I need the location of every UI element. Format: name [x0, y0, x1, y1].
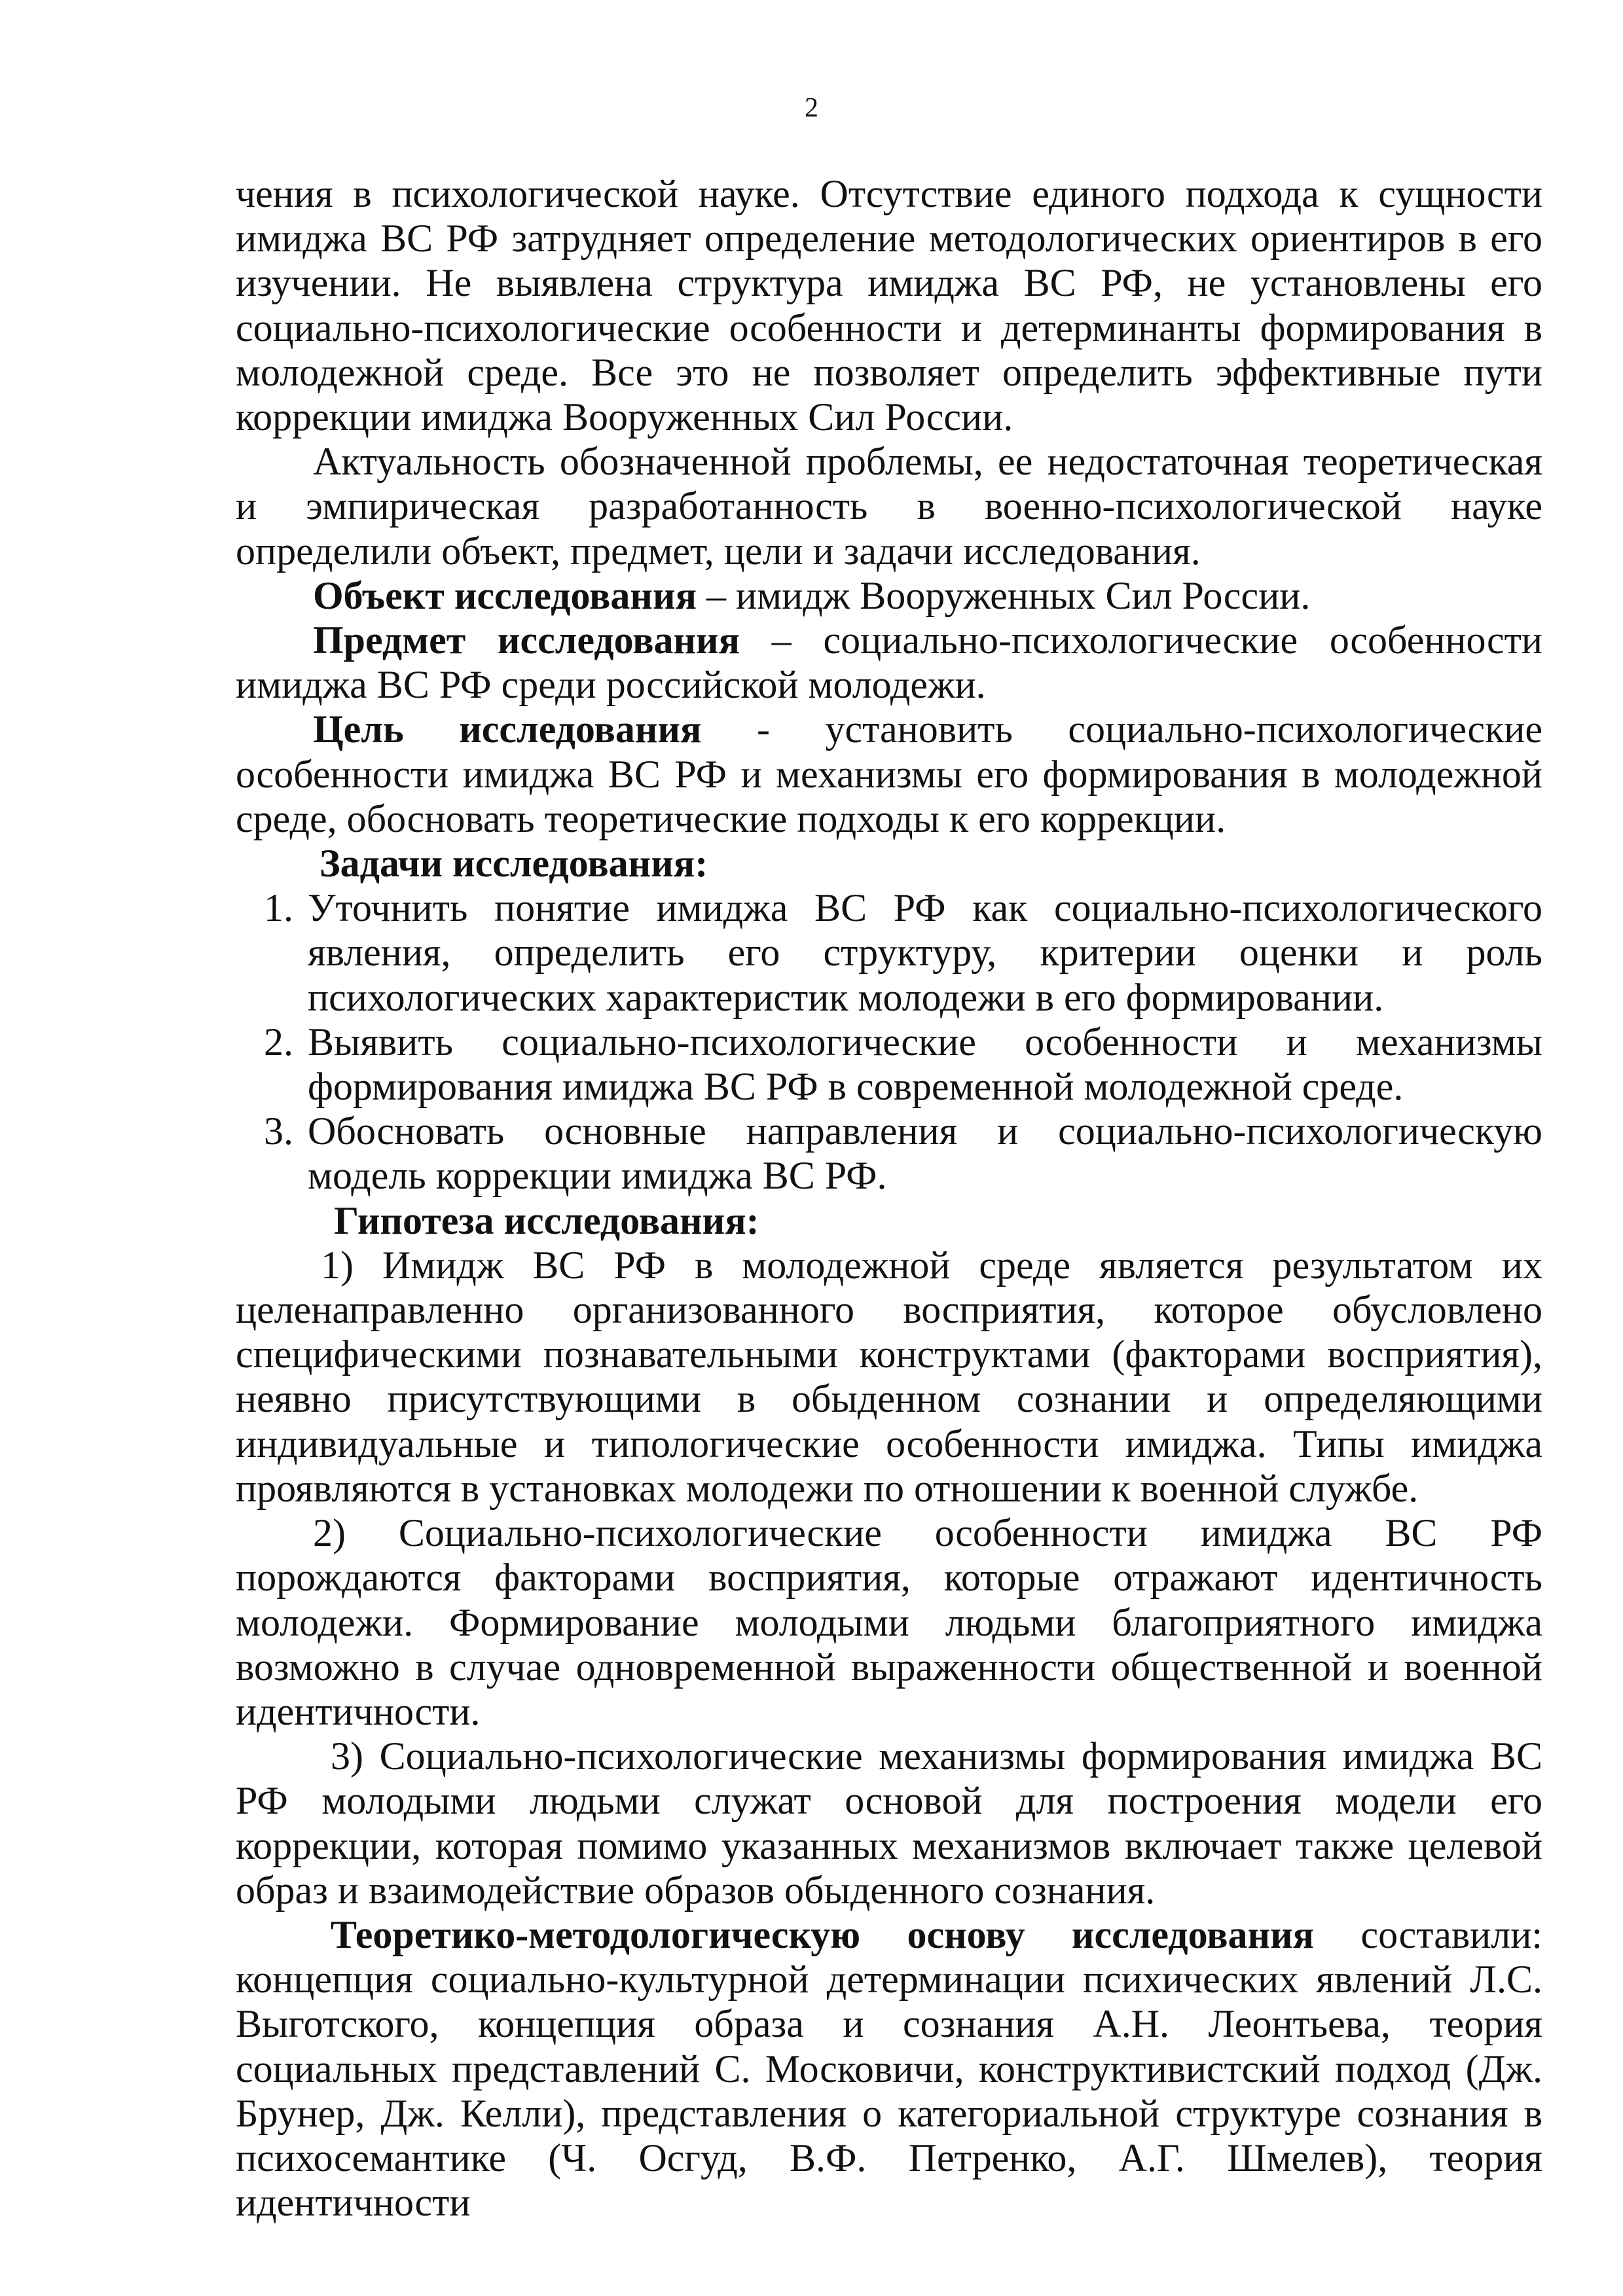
list-item-text: Выявить социально-психологические особенности и механизмы формирования имиджа ВС РФ в современной молодежной среде. [308, 1020, 1542, 1109]
hypothesis-1: 1) Имидж ВС РФ в молодежной среде является результатом их целенаправленно организованного восприятия, которое обусловлено специфическими познавательными конструктами (факторами восприятия), неявно присутствующими в обыденном сознании и определяющими индивидуальные и типологические особенности имиджа. Типы имиджа проявляются в установках молодежи по отношении к военной службе. [236, 1243, 1542, 1510]
list-item-number: 1. [264, 886, 293, 930]
paragraph-object [236, 573, 1542, 618]
object-heading: Объект исследования [313, 573, 697, 617]
subject-heading: Предмет исследования [313, 619, 740, 662]
basis-heading: Теоретико-методологическую основу исследования [331, 1912, 1315, 1956]
paragraph-relevance: Актуальность обозначенной проблемы, ее недостаточная теоретическая и эмпирическая разработанность в военно-психологической науке определили объект, предмет, цели и задачи исследования. [236, 440, 1542, 573]
object-text: – имидж Вооруженных Сил России. [697, 573, 1311, 617]
hypothesis-heading: Гипотеза исследования: [334, 1198, 759, 1242]
list-item [236, 886, 1542, 1020]
list-item-text: Обосновать основные направления и социально-психологическую модель коррекции имиджа ВС РФ. [308, 1109, 1542, 1198]
hypothesis-2: 2) Социально-психологические особенности имиджа ВС РФ порождаются факторами восприятия, которые отражают идентичность молодежи. Формирование молодыми людьми благоприятного имиджа возможно в случае одновременной выраженности общественной и военной идентичности. [236, 1511, 1542, 1733]
paragraph-continuation: чения в психологической науке. Отсутствие единого подхода к сущности имиджа ВС РФ затрудняет определение методологических ориентиров в его изучении. Не выявлена структура имиджа ВС РФ, не установлены его социально-психологические особенности и детерминанты формирования в молодежной среде. Все это не позволяет определить эффективные пути коррекции имиджа Вооруженных Сил России. [236, 172, 1542, 439]
list-item-text: Уточнить понятие имиджа ВС РФ как социально-психологического явления, определить его структуру, критерии оценки и роль психологических характеристик молодежи в его формировании. [308, 886, 1542, 1019]
list-item [236, 1109, 1542, 1198]
paragraph-goal [236, 707, 1542, 841]
subject-text: – социально-психологические особенности имиджа ВС РФ среди российской молодежи. [236, 619, 1542, 707]
paragraph-subject [236, 618, 1542, 707]
basis-text: составили: концепция социально-культурной детерминации психических явлений Л.С. Выготского, концепция образа и сознания А.Н. Леонтьева, теория социальных представлений С. Московичи, конструктивистский подход (Дж. Брунер, Дж. Келли), представления о категориальной структуре сознания в психосемантике (Ч. Осгуд, В.Ф. Петренко, А.Г. Шмелев), теория идентичности [236, 1912, 1542, 2225]
goal-text: - установить социально-психологические особенности имиджа ВС РФ и механизмы его формирования в молодежной среде, обосновать теоретические подходы к его коррекции. [236, 708, 1542, 840]
tasks-heading: Задачи исследования: [319, 842, 708, 886]
hypothesis-3: 3) Социально-психологические механизмы формирования имиджа ВС РФ молодыми людьми служат основой для построения модели его коррекции, которая помимо указанных механизмов включает также целевой образ и взаимодействие образов обыденного сознания. [236, 1734, 1542, 1912]
tasks-list [236, 886, 1542, 1198]
list-item-number: 2. [264, 1020, 293, 1064]
goal-heading: Цель исследования [313, 708, 702, 751]
page-number: 2 [805, 93, 818, 123]
paragraph-theoretical-basis [236, 1912, 1542, 2225]
document-body [236, 171, 1542, 2225]
list-item-number: 3. [264, 1109, 293, 1153]
list-item [236, 1020, 1542, 1109]
